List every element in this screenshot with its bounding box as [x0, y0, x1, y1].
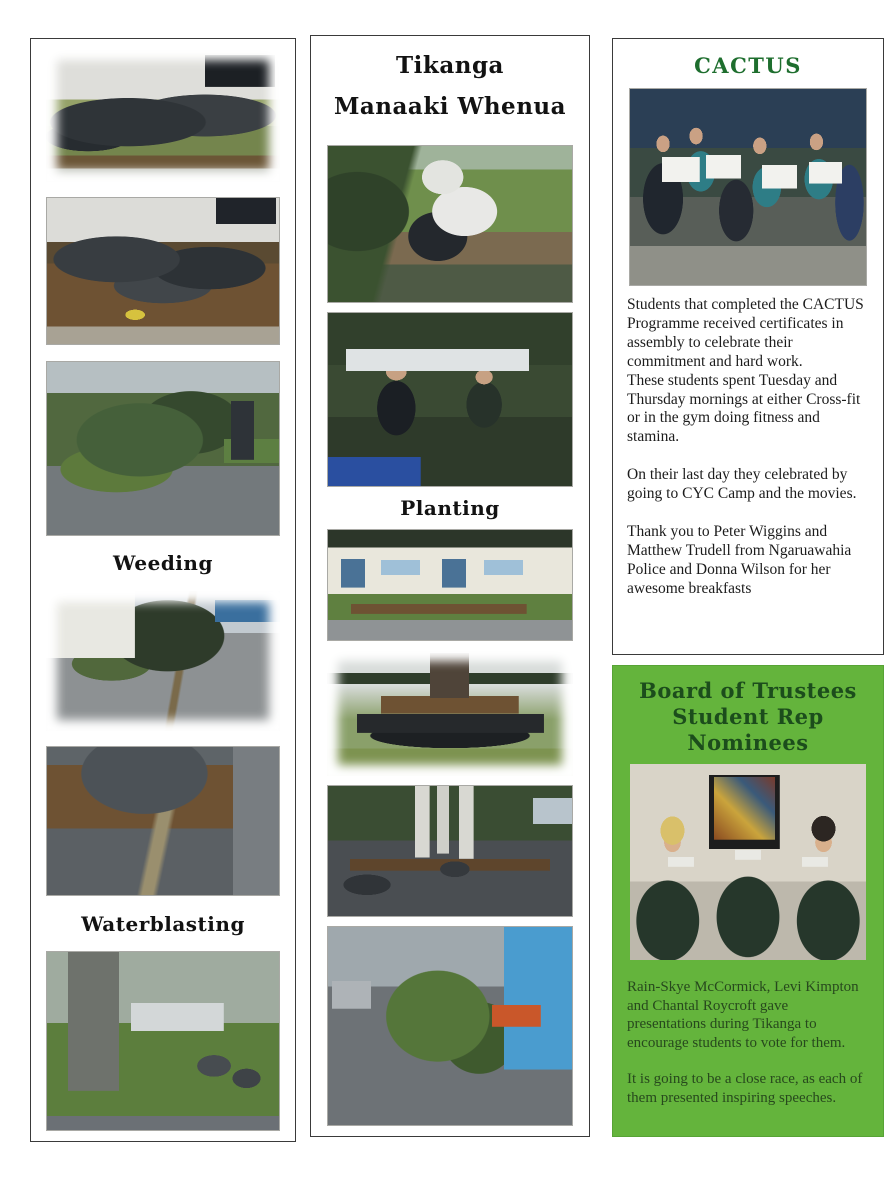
tikanga-title: [334, 54, 566, 136]
caption-weeding: Weeding: [113, 551, 213, 576]
board-title-line1: Board of Trustees: [639, 678, 857, 703]
board-of-trustees-panel: [612, 665, 884, 1137]
photo-student-rep-nominees: [630, 764, 866, 960]
photo-rock-mulch-bed: [46, 746, 281, 896]
photo-rock-garden-moss: [46, 49, 281, 182]
photo-rock-garden-mulch: [46, 197, 281, 345]
board-body-text: [625, 960, 871, 1108]
caption-planting: Planting: [400, 496, 500, 520]
photo-school-garden-beds: [327, 529, 573, 641]
photo-birch-trees: [327, 785, 573, 917]
left-column-panel: [30, 38, 296, 1142]
middle-column-panel: [310, 35, 590, 1137]
cactus-paragraph-1: Students that completed the CACTUS Programme received certificates in assembly to celebrate their commitment and hard work.: [627, 296, 864, 370]
tikanga-title-line2: Manaaki Whenua: [333, 93, 567, 120]
photo-weed-pulling: [327, 145, 573, 303]
cactus-paragraph-3: On their last day they celebrated by going to CYC Camp and the movies.: [627, 466, 857, 503]
cactus-body-text: [624, 296, 872, 599]
photo-cactus-certificate-group: [629, 88, 867, 286]
cactus-article-panel: [612, 38, 884, 655]
tikanga-title-line1: Tikanga: [396, 52, 504, 79]
photo-tree-trunk-lawn: [46, 951, 281, 1131]
board-paragraph-2: It is going to be a close race, as each of them presented inspiring speeches.: [627, 1071, 863, 1106]
photo-two-boys-garden: [327, 312, 573, 487]
photo-flax-garden-path: [46, 361, 281, 536]
photo-flax-blue-building: [327, 926, 573, 1126]
board-title-line2: Student Rep: [672, 704, 824, 729]
cactus-paragraph-2: These students spent Tuesday and Thursday mornings at either Cross-fit or in the gym doing fitness and stamina.: [627, 371, 861, 446]
board-title: [639, 678, 857, 756]
board-title-line3: Nominees: [687, 730, 809, 755]
photo-planter-bench: [327, 650, 573, 776]
caption-waterblasting: Waterblasting: [81, 911, 245, 936]
photo-school-building-garden: [46, 591, 281, 731]
cactus-paragraph-4: Thank you to Peter Wiggins and Matthew Trudell from Ngaruawahia Police and Donna Wilson for her awesome breakfasts: [627, 523, 852, 597]
board-paragraph-1: Rain-Skye McCormick, Levi Kimpton and Chantal Roycroft gave presentations during Tikanga to encourage students to vote for them.: [627, 979, 859, 1051]
cactus-title: CACTUS: [694, 53, 802, 78]
